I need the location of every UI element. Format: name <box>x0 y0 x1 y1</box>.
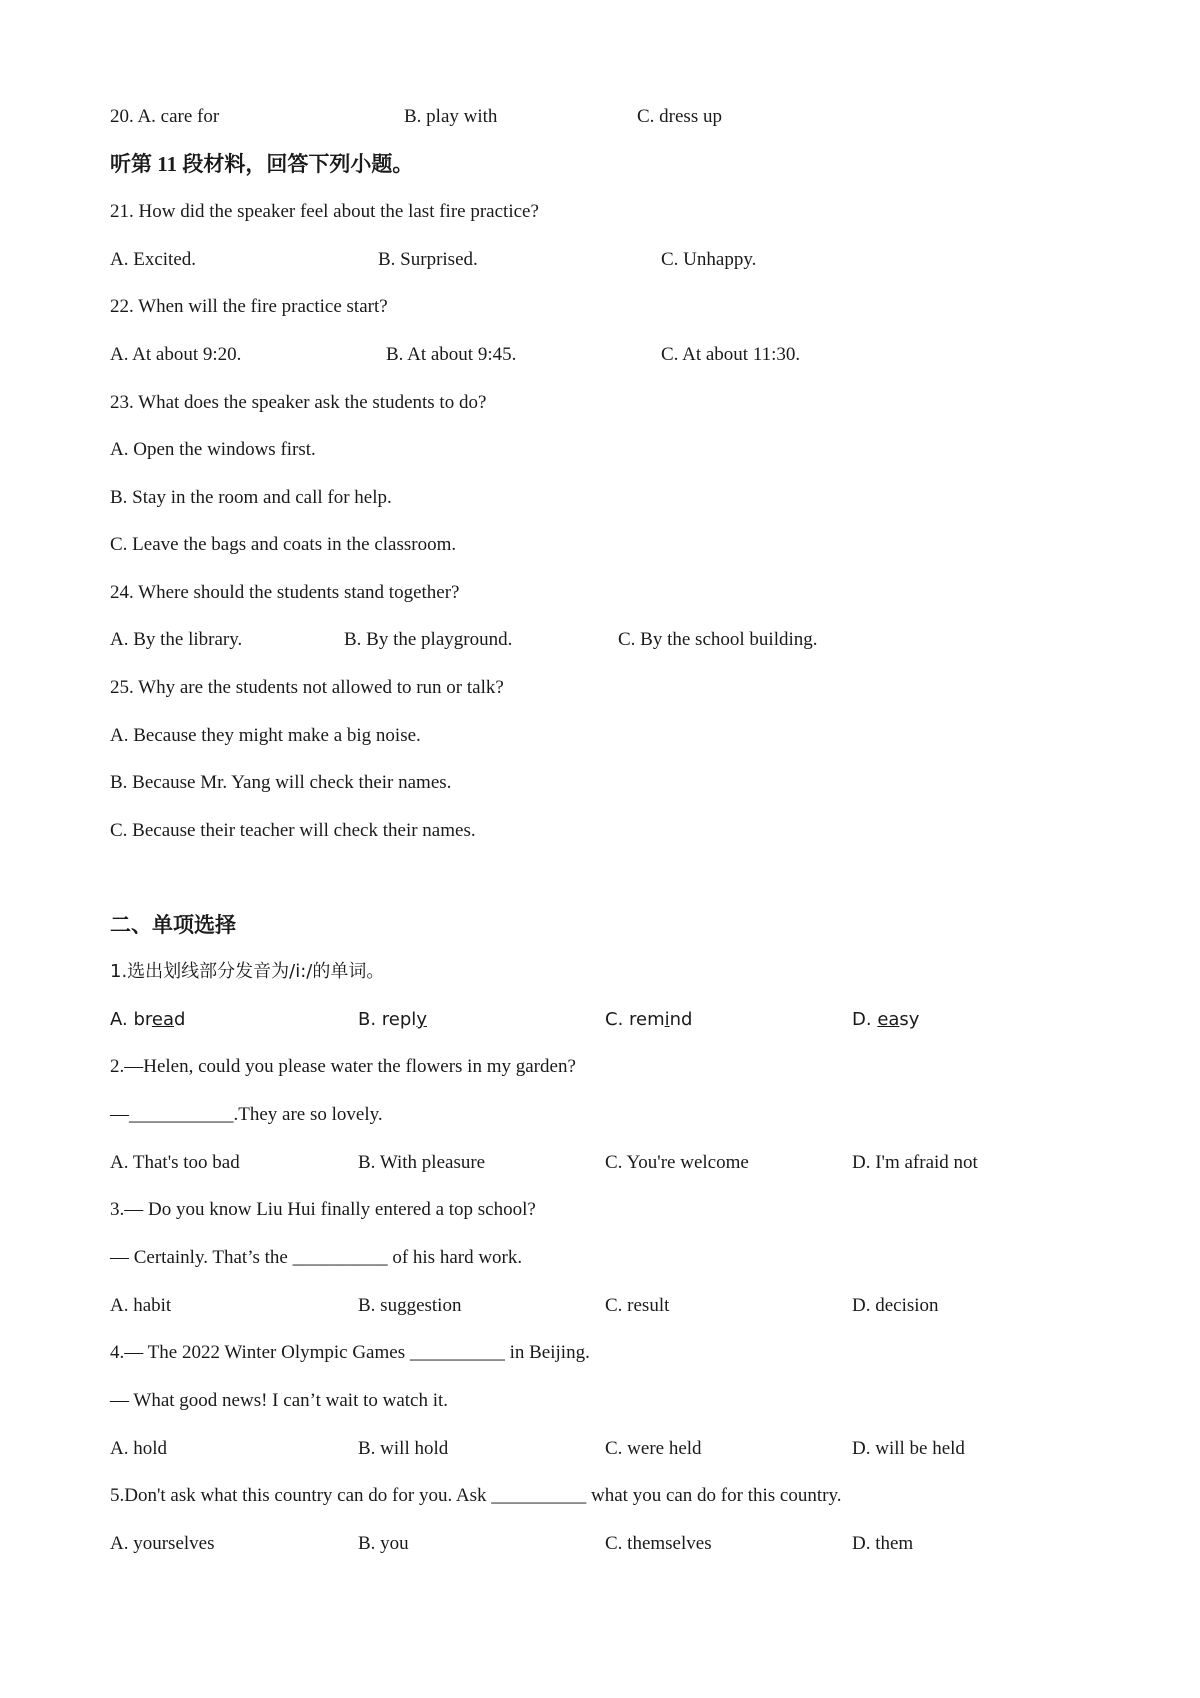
s5-option-d: D. them <box>852 1533 914 1554</box>
s3-option-c: C. result <box>605 1295 670 1316</box>
q25-option-a: A. Because they might make a big noise. <box>110 725 421 746</box>
q21-option-b: B. Surprised. <box>378 249 478 270</box>
s4-reply: — What good news! I can’t wait to watch it. <box>110 1390 449 1411</box>
q24-option-a: A. By the library. <box>110 629 243 650</box>
q20-option-c: C. dress up <box>637 106 722 127</box>
s1-option-b: B. reply <box>358 1009 427 1030</box>
q24-option-c: C. By the school building. <box>618 629 818 650</box>
q23-option-b: B. Stay in the room and call for help. <box>110 487 392 508</box>
section-11-heading: 听第 11 段材料，回答下列小题。 <box>110 152 414 176</box>
s4-option-c: C. were held <box>605 1438 702 1459</box>
s3-option-b: B. suggestion <box>358 1295 462 1316</box>
q20-option-b: B. play with <box>404 106 498 127</box>
s1-text: 1.选出划线部分发音为/i:/的单词。 <box>110 961 385 982</box>
q23-option-a: A. Open the windows first. <box>110 439 316 460</box>
q22-option-b: B. At about 9:45. <box>386 344 517 365</box>
s3-option-d: D. decision <box>852 1295 939 1316</box>
q25-option-b: B. Because Mr. Yang will check their names. <box>110 772 452 793</box>
section-2-heading: 二、单项选择 <box>110 913 236 937</box>
s1-option-a: A. bread <box>110 1009 186 1030</box>
q22-option-a: A. At about 9:20. <box>110 344 242 365</box>
s2-option-b: B. With pleasure <box>358 1152 486 1173</box>
s5-text: 5.Don't ask what this country can do for you. Ask __________ what you can do for this country. <box>110 1485 842 1506</box>
q21-option-a: A. Excited. <box>110 249 197 270</box>
s4-option-b: B. will hold <box>358 1438 449 1459</box>
s5-option-b: B. you <box>358 1533 409 1554</box>
s1-option-c: C. remind <box>605 1009 693 1030</box>
s3-text: 3.— Do you know Liu Hui finally entered a top school? <box>110 1199 536 1220</box>
s2-text: 2.—Helen, could you please water the flowers in my garden? <box>110 1056 576 1077</box>
s2-option-c: C. You're welcome <box>605 1152 749 1173</box>
q24-text: 24. Where should the students stand together? <box>110 582 460 603</box>
s5-option-c: C. themselves <box>605 1533 712 1554</box>
q25-text: 25. Why are the students not allowed to run or talk? <box>110 677 504 698</box>
s3-option-a: A. habit <box>110 1295 172 1316</box>
q25-option-c: C. Because their teacher will check their names. <box>110 820 476 841</box>
s2-option-d: D. I'm afraid not <box>852 1152 978 1173</box>
s2-option-a: A. That's too bad <box>110 1152 240 1173</box>
q20-option-a: 20. A. care for <box>110 106 220 127</box>
q22-text: 22. When will the fire practice start? <box>110 296 388 317</box>
q21-option-c: C. Unhappy. <box>661 249 757 270</box>
s4-option-d: D. will be held <box>852 1438 965 1459</box>
s1-option-d: D. easy <box>852 1009 920 1030</box>
s4-text: 4.— The 2022 Winter Olympic Games __________ in Beijing. <box>110 1342 590 1363</box>
s4-option-a: A. hold <box>110 1438 167 1459</box>
s5-option-a: A. yourselves <box>110 1533 215 1554</box>
q23-text: 23. What does the speaker ask the students to do? <box>110 392 487 413</box>
q22-option-c: C. At about 11:30. <box>661 344 801 365</box>
s3-reply: — Certainly. That’s the __________ of his hard work. <box>110 1247 523 1268</box>
s2-reply: —___________.They are so lovely. <box>110 1104 383 1125</box>
q24-option-b: B. By the playground. <box>344 629 513 650</box>
q21-text: 21. How did the speaker feel about the last fire practice? <box>110 201 539 222</box>
q23-option-c: C. Leave the bags and coats in the classroom. <box>110 534 457 555</box>
